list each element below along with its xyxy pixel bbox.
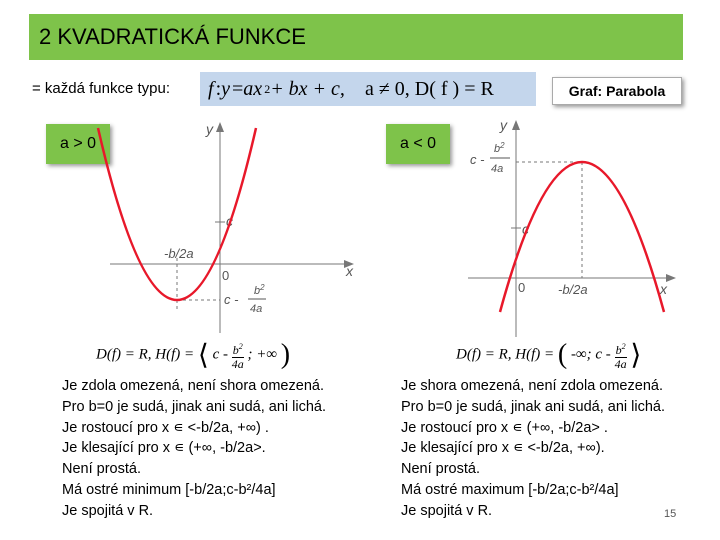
y-axis-arrow bbox=[512, 120, 520, 130]
range-frac-sq: 2 bbox=[238, 341, 243, 351]
formula-eq: = bbox=[232, 77, 244, 100]
property-item: Je klesající pro x ∊ (+∞, -b/2a>. bbox=[62, 440, 266, 457]
badge-a-negative: a < 0 bbox=[386, 124, 450, 164]
range-upper: -∞; c - bbox=[570, 346, 611, 363]
property-item: Není prostá. bbox=[62, 461, 141, 478]
vertex-den: 4a bbox=[491, 163, 504, 175]
property-item: Pro b=0 je sudá, jinak ani sudá, ani lichá. bbox=[401, 398, 665, 415]
property-item: Je rostoucí pro x ∊ (+∞, -b/2a> . bbox=[401, 419, 608, 436]
property-item: Je spojitá v R. bbox=[62, 502, 154, 519]
x-axis-label: x bbox=[660, 281, 667, 297]
property-item: Je klesající pro x ∊ <-b/2a, +∞). bbox=[401, 440, 605, 457]
range-frac-sq: 2 bbox=[621, 341, 626, 351]
graph-a-positive bbox=[90, 118, 370, 338]
range-frac-num: b bbox=[615, 342, 622, 357]
vertex-c-label: c - bbox=[224, 292, 239, 307]
formula-colon: : bbox=[215, 77, 222, 100]
property-item: Je rostoucí pro x ∊ <-b/2a, +∞) . bbox=[62, 419, 269, 436]
vertex-c-label: c - bbox=[470, 152, 485, 167]
range-line-left: D(f) = R, H(f) = ⟨ c - $\frac{b^2}{4a}$ ; +∞ ) bbox=[96, 339, 291, 371]
parabola-up bbox=[98, 128, 256, 300]
formula-sq: 2 bbox=[264, 81, 271, 96]
range-frac-num: b bbox=[232, 342, 239, 357]
x-axis-arrow bbox=[666, 274, 676, 282]
properties-list-left bbox=[62, 376, 326, 522]
y-axis-label: y bbox=[206, 121, 213, 137]
page-number: 15 bbox=[664, 508, 677, 520]
formula-rest: + bx + c, bbox=[270, 77, 345, 100]
property-item: Je spojitá v R. bbox=[401, 502, 493, 519]
formula-box bbox=[200, 72, 536, 106]
vertex-x-label: -b/2a bbox=[558, 282, 588, 297]
property-item: Pro b=0 je sudá, jinak ani sudá, ani lichá. bbox=[62, 398, 326, 415]
property-item: Je shora omezená, není zdola omezená. bbox=[401, 378, 663, 394]
c-label: c bbox=[226, 213, 233, 229]
formula-y: y bbox=[221, 77, 231, 100]
vertex-den: 4a bbox=[250, 303, 263, 315]
properties-list-right bbox=[401, 376, 665, 522]
range-line-right: D(f) = R, H(f) = ( -∞; c - $\frac{b^2}{4a}$ ⟩ bbox=[456, 339, 642, 371]
x-axis-label: x bbox=[346, 263, 353, 279]
y-axis-label: y bbox=[500, 117, 507, 133]
property-item: Je zdola omezená, není shora omezená. bbox=[62, 378, 324, 394]
range-frac-den: 4a bbox=[614, 356, 627, 371]
definition-label: = každá funkce typu: bbox=[32, 80, 171, 97]
vertex-num: $b^2$ bbox=[254, 283, 265, 297]
c-label: c bbox=[522, 221, 529, 237]
vertex-x-label: -b/2a bbox=[164, 246, 194, 261]
range-lower: c - bbox=[212, 346, 228, 363]
vertex-num: $b^2$ bbox=[494, 141, 505, 155]
range-frac-den: 4a bbox=[231, 356, 244, 371]
graph-a-negative bbox=[448, 112, 688, 342]
origin-label: 0 bbox=[222, 268, 230, 283]
y-axis-arrow bbox=[216, 122, 224, 132]
formula-f: f bbox=[208, 77, 214, 100]
title-bar bbox=[29, 14, 683, 60]
formula-ax: ax bbox=[243, 77, 263, 100]
origin-label: 0 bbox=[518, 280, 526, 295]
property-item: Má ostré minimum [-b/2a;c-b²/4a] bbox=[62, 481, 276, 498]
range-text: D(f) = R, H(f) = bbox=[456, 346, 555, 363]
property-item: Není prostá. bbox=[401, 461, 480, 478]
page-title: 2 KVADRATICKÁ FUNKCE bbox=[39, 24, 306, 49]
range-upper: ; +∞ bbox=[247, 346, 278, 363]
property-item: Má ostré maximum [-b/2a;c-b²/4a] bbox=[401, 481, 619, 498]
graph-type-box: Graf: Parabola bbox=[552, 77, 682, 105]
formula-condition: a ≠ 0, D( f ) = R bbox=[364, 77, 494, 100]
range-text: D(f) = R, H(f) = bbox=[96, 346, 195, 363]
badge-a-positive: a > 0 bbox=[46, 124, 110, 164]
